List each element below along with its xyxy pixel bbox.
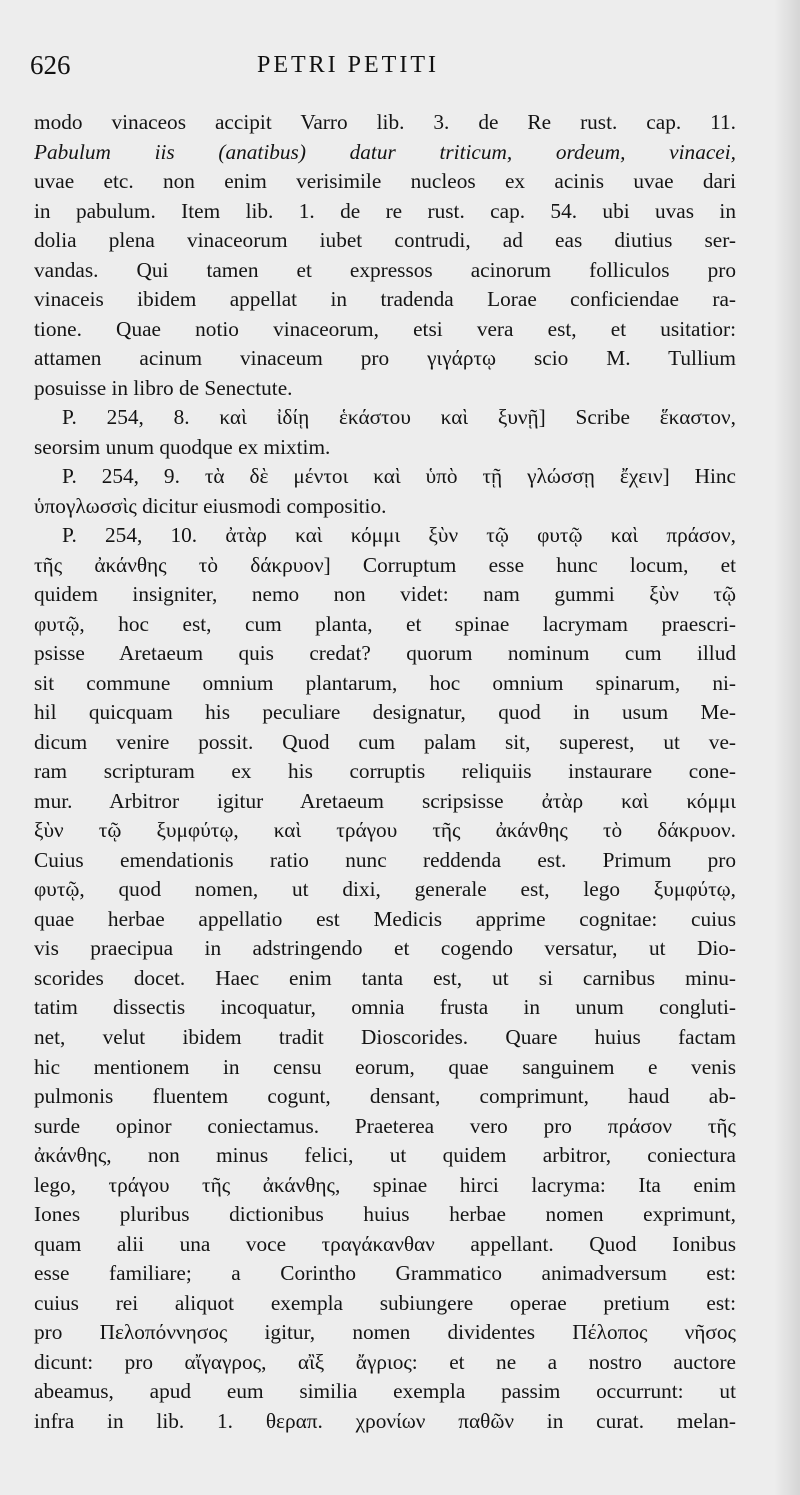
text-line: esse familiare; a Corintho Grammatico animadversum est: [34,1261,736,1286]
text-line: ὑπογλωσσὶς dicitur eiusmodi compositio. [34,493,387,518]
page-edge-shadow [774,0,800,1495]
text-line: dicum venire possit. Quod cum palam sit, superest, ut ve- [34,729,736,754]
text-line: ἀκάνθης, non minus felici, ut quidem arbitror, coniectura [34,1143,736,1168]
text-line: quae herbae appellatio est Medicis apprime cognitae: cuius [34,906,736,931]
text-line: net, velut ibidem tradit Dioscorides. Quare huius factam [34,1024,736,1049]
text-line: ram scripturam ex his corruptis reliquiis instaurare cone- [34,759,736,784]
text-line: hil quicquam his peculiare designatur, quod in usum Me- [34,700,736,725]
text-line: P. 254, 9. τὰ δὲ μέντοι καὶ ὑπὸ τῇ γλώσσῃ ἔχειν] Hinc [62,464,736,489]
text-line: quidem insigniter, nemo non videt: nam gummi ξὺν τῷ [34,582,736,607]
text-line: dolia plena vinaceorum iubet contrudi, ad eas diutius ser- [34,228,736,253]
text-line: mur. Arbitror igitur Aretaeum scripsisse ἀτὰρ καὶ κόμμι [34,788,736,813]
text-line: cuius rei aliquot exempla subiungere operae pretium est: [34,1290,736,1315]
text-line: hic mentionem in censu eorum, quae sanguinem e venis [34,1054,736,1079]
text-line: φυτῷ, hoc est, cum planta, et spinae lacrymam praescri- [34,611,736,636]
text-line: P. 254, 8. καὶ ἰδίῃ ἑκάστου καὶ ξυνῇ] Scribe ἕκαστον, [62,405,736,430]
text-line: abeamus, apud eum similia exempla passim occurrunt: ut [34,1379,736,1404]
text-line: ξὺν τῷ ξυμφύτῳ, καὶ τράγου τῆς ἀκάνθης τὸ δάκρυον. [34,818,736,843]
text-line: Iones pluribus dictionibus huius herbae nomen exprimunt, [34,1202,736,1227]
text-line: vandas. Qui tamen et expressos acinorum folliculos pro [34,257,736,282]
text-line: surde opinor coniectamus. Praeterea vero pro πράσον τῆς [34,1113,736,1138]
text-line: Pabulum iis (anatibus) datur triticum, ordeum, vinacei, [34,139,736,164]
text-line: pro Πελοπόννησος igitur, nomen dividentes Πέλοπος νῆσος [34,1320,736,1345]
text-line: vis praecipua in adstringendo et cogendo versatur, ut Dio- [34,936,736,961]
text-line: pulmonis fluentem cogunt, densant, comprimunt, haud ab- [34,1084,736,1109]
text-line: quam alii una voce τραγάκανθαν appellant. Quod Ionibus [34,1231,736,1256]
running-head: PETRI PETITI [257,52,439,78]
text-line: infra in lib. 1. θεραπ. χρονίων παθῶν in curat. melan- [34,1408,736,1433]
text-line: tatim dissectis incoquatur, omnia frusta in unum congluti- [34,995,736,1020]
page-number: 626 [30,50,71,80]
text-line: seorsim unum quodque ex mixtim. [34,434,331,459]
text-line: dicunt: pro αἴγαγρος, αἲξ ἄγριος: et ne a nostro auctore [34,1349,736,1374]
text-line: φυτῷ, quod nomen, ut dixi, generale est, lego ξυμφύτῳ, [34,877,736,902]
text-line: in pabulum. Item lib. 1. de re rust. cap. 54. ubi uvas in [34,198,736,223]
text-line: uvae etc. non enim verisimile nucleos ex acinis uvae dari [34,169,736,194]
text-line: posuisse in libro de Senectute. [34,375,293,400]
body-text [34,108,736,1436]
text-line: P. 254, 10. ἀτὰρ καὶ κόμμι ξὺν τῷ φυτῷ καὶ πράσον, [62,523,736,548]
text-line: sit commune omnium plantarum, hoc omnium spinarum, ni- [34,670,736,695]
text-line: τῆς ἀκάνθης τὸ δάκρυον] Corruptum esse hunc locum, et [34,552,736,577]
text-line: attamen acinum vinaceum pro γιγάρτῳ scio M. Tullium [34,346,736,371]
text-line: lego, τράγου τῆς ἀκάνθης, spinae hirci lacryma: Ita enim [34,1172,736,1197]
page-header [30,50,770,90]
text-line: modo vinaceos accipit Varro lib. 3. de Re rust. cap. 11. [34,110,736,134]
text-line: tione. Quae notio vinaceorum, etsi vera est, et usitatior: [34,316,736,341]
text-line: Cuius emendationis ratio nunc reddenda est. Primum pro [34,847,736,872]
text-line: psisse Aretaeum quis credat? quorum nominum cum illud [34,641,736,666]
text-line: vinaceis ibidem appellat in tradenda Lorae conficiendae ra- [34,287,736,312]
text-line: scorides docet. Haec enim tanta est, ut si carnibus minu- [34,965,736,990]
